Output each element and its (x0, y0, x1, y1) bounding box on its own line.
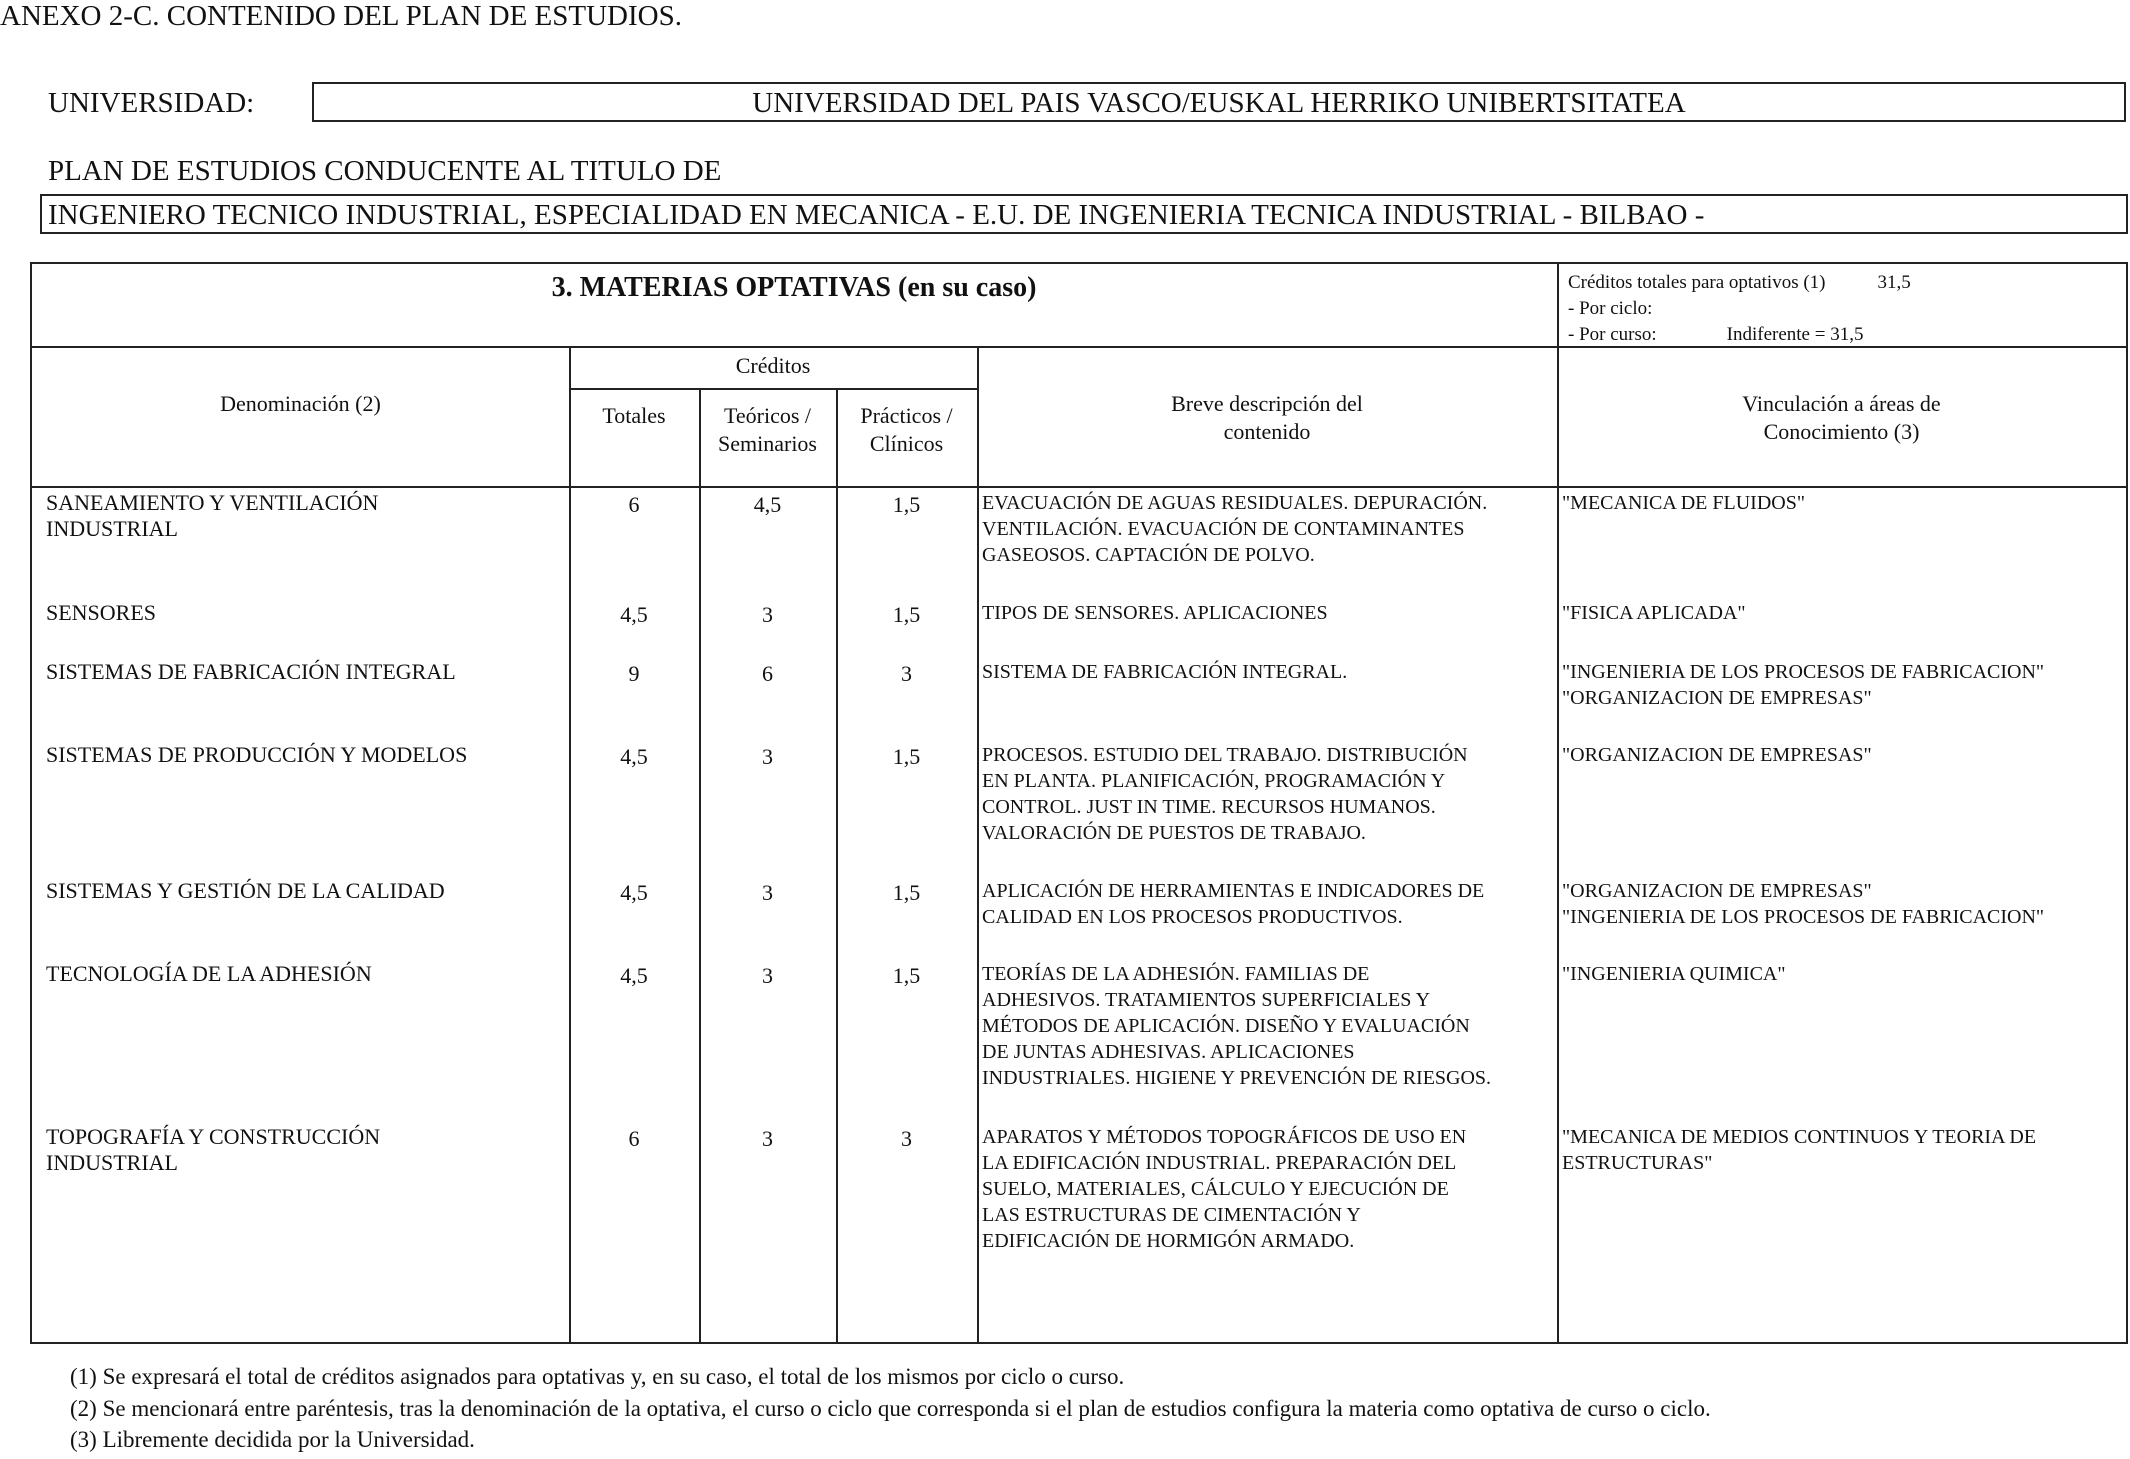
plan-title: INGENIERO TECNICO INDUSTRIAL, ESPECIALIDAD EN MECANICA - E.U. DE INGENIERIA TECNICA INDUSTRIAL - BILBAO - (40, 194, 2128, 234)
header-teoricos-line1: Teóricos / (723, 403, 812, 428)
row-totales: 4,5 (620, 880, 648, 905)
credits-total-value: 31,5 (1877, 272, 1911, 293)
creditos-divider (569, 388, 977, 390)
row-descripcion-line: INDUSTRIALES. HIGIENE Y PREVENCIÓN DE RIESGOS. (982, 1067, 1492, 1089)
row-vinculacion-line: ESTRUCTURAS" (1562, 1152, 1713, 1174)
row-denominacion (46, 490, 566, 542)
section-title: 3. MATERIAS OPTATIVAS (en su caso) (551, 272, 1037, 303)
row-denominacion-line: INDUSTRIAL (46, 516, 178, 541)
row-vinculacion (1562, 961, 2124, 987)
row-descripcion (982, 961, 1556, 1091)
row-vinculacion (1562, 1124, 2124, 1176)
row-descripcion-line: GASEOSOS. CAPTACIÓN DE POLVO. (982, 544, 1315, 566)
por-ciclo-label: - Por ciclo: (1568, 298, 1653, 319)
row-vinculacion-line: "ORGANIZACION DE EMPRESAS" (1562, 744, 1872, 766)
row-descripcion (982, 490, 1556, 568)
row-descripcion-line: PROCESOS. ESTUDIO DEL TRABAJO. DISTRIBUCIÓN (982, 744, 1468, 766)
row-teoricos: 3 (762, 744, 773, 769)
row-vinculacion (1562, 490, 2124, 516)
header-totales: Totales (602, 403, 666, 428)
row-denominacion-line: SISTEMAS DE PRODUCCIÓN Y MODELOS (46, 742, 468, 767)
header-practicos-line1: Prácticos / (860, 403, 953, 428)
footnote-1: (1) Se expresará el total de créditos asignados para optativas y, en su caso, el total de los mismos por ciclo o curso. (70, 1364, 1125, 1389)
row-totales: 9 (628, 661, 640, 686)
row-practicos: 1,5 (892, 602, 921, 627)
row-descripcion-line: TEORÍAS DE LA ADHESIÓN. FAMILIAS DE (982, 963, 1370, 985)
row-descripcion-line: ADHESIVOS. TRATAMIENTOS SUPERFICIALES Y (982, 989, 1431, 1011)
row-descripcion-line: MÉTODOS DE APLICACIÓN. DISEÑO Y EVALUACIÓN (982, 1015, 1470, 1037)
row-denominacion (46, 1124, 566, 1176)
row-vinculacion (1562, 742, 2124, 768)
row-descripcion-line: DE JUNTAS ADHESIVAS. APLICACIONES (982, 1041, 1355, 1063)
row-vinculacion (1562, 878, 2124, 930)
row-practicos: 1,5 (892, 492, 921, 517)
body-divider (32, 486, 2126, 488)
row-vinculacion-line: "INGENIERIA DE LOS PROCESOS DE FABRICACION" (1562, 661, 2045, 683)
row-totales: 6 (628, 492, 640, 517)
col-divider-teoricos (699, 388, 701, 1342)
row-descripcion-line: EN PLANTA. PLANIFICACIÓN, PROGRAMACIÓN Y (982, 770, 1446, 792)
header-vinculacion (1557, 390, 2126, 446)
por-curso-value: Indiferente = 31,5 (1726, 324, 1864, 345)
header-teoricos (699, 402, 836, 458)
row-descripcion-line: LA EDIFICACIÓN INDUSTRIAL. PREPARACIÓN DEL (982, 1152, 1457, 1174)
row-teoricos: 3 (762, 963, 773, 988)
col-divider-practicos (836, 388, 838, 1342)
row-descripcion-line: CONTROL. JUST IN TIME. RECURSOS HUMANOS. (982, 796, 1436, 818)
header-practicos-line2: Clínicos (869, 431, 944, 456)
row-descripcion-line: TIPOS DE SENSORES. APLICACIONES (982, 602, 1328, 624)
row-vinculacion-line: "ORGANIZACION DE EMPRESAS" (1562, 687, 1872, 709)
row-vinculacion-line: "FISICA APLICADA" (1562, 602, 1746, 624)
row-denominacion-line: SISTEMAS Y GESTIÓN DE LA CALIDAD (46, 878, 445, 903)
row-descripcion-line: EVACUACIÓN DE AGUAS RESIDUALES. DEPURACIÓN. (982, 492, 1488, 514)
header-denominacion: Denominación (2) (220, 391, 381, 416)
row-descripcion (982, 659, 1556, 685)
row-denominacion-line: SENSORES (46, 600, 157, 625)
row-denominacion (46, 600, 566, 626)
header-descripcion-line2: contenido (1223, 419, 1311, 444)
header-creditos: Créditos (735, 353, 811, 378)
row-teoricos: 4,5 (753, 492, 782, 517)
row-practicos: 3 (901, 661, 912, 686)
plan-label: PLAN DE ESTUDIOS CONDUCENTE AL TITULO DE (48, 155, 722, 187)
row-descripcion-line: APARATOS Y MÉTODOS TOPOGRÁFICOS DE USO EN (982, 1126, 1467, 1148)
row-teoricos: 3 (762, 880, 773, 905)
header-vinculacion-line2: Conocimiento (3) (1763, 419, 1920, 444)
row-denominacion (46, 961, 566, 987)
row-denominacion-line: SISTEMAS DE FABRICACIÓN INTEGRAL (46, 659, 456, 684)
header-descripcion-line1: Breve descripción del (1171, 391, 1363, 416)
row-descripcion-line: VENTILACIÓN. EVACUACIÓN DE CONTAMINANTES (982, 518, 1465, 540)
row-descripcion (982, 600, 1556, 626)
row-teoricos: 3 (762, 602, 773, 627)
header-teoricos-line2: Seminarios (718, 431, 817, 456)
row-practicos: 3 (901, 1126, 912, 1151)
row-denominacion-line: INDUSTRIAL (46, 1150, 178, 1175)
header-descripcion (977, 390, 1557, 446)
row-vinculacion-line: "INGENIERIA DE LOS PROCESOS DE FABRICACION" (1562, 906, 2045, 928)
row-denominacion (46, 742, 566, 768)
row-totales: 4,5 (620, 602, 648, 627)
footnote-2: (2) Se mencionará entre paréntesis, tras la denominación de la optativa, el curso o ciclo que corresponda si el plan de estudios configura la materia como optativa de curso o ciclo. (70, 1396, 1711, 1421)
por-curso-label: - Por curso: (1568, 324, 1657, 345)
row-descripcion (982, 742, 1556, 846)
row-descripcion-line: SUELO, MATERIALES, CÁLCULO Y EJECUCIÓN DE (982, 1178, 1449, 1200)
row-vinculacion-line: "MECANICA DE FLUIDOS" (1562, 492, 1806, 514)
header-practicos (836, 402, 977, 458)
row-descripcion-line: LAS ESTRUCTURAS DE CIMENTACIÓN Y (982, 1204, 1361, 1226)
credits-info (1568, 270, 1911, 348)
row-descripcion (982, 1124, 1556, 1254)
row-vinculacion-line: "ORGANIZACION DE EMPRESAS" (1562, 880, 1872, 902)
header-vinculacion-line1: Vinculación a áreas de (1742, 391, 1941, 416)
row-descripcion-line: EDIFICACIÓN DE HORMIGÓN ARMADO. (982, 1230, 1355, 1252)
row-totales: 4,5 (620, 744, 648, 769)
row-descripcion-line: APLICACIÓN DE HERRAMIENTAS E INDICADORES DE (982, 880, 1485, 902)
row-practicos: 1,5 (892, 880, 921, 905)
row-descripcion-line: CALIDAD EN LOS PROCESOS PRODUCTIVOS. (982, 906, 1403, 928)
footnote-3: (3) Libremente decidida por la Universidad. (70, 1427, 475, 1452)
universidad-label: UNIVERSIDAD: (48, 87, 255, 119)
row-denominacion (46, 878, 566, 904)
col-divider-descripcion (977, 346, 979, 1342)
row-teoricos: 6 (762, 661, 773, 686)
row-practicos: 1,5 (892, 963, 921, 988)
row-teoricos: 3 (762, 1126, 773, 1151)
row-practicos: 1,5 (892, 744, 921, 769)
credits-total-label: Créditos totales para optativos (1) (1568, 272, 1826, 293)
row-denominacion-line: SANEAMIENTO Y VENTILACIÓN (46, 490, 379, 515)
annex-title: ANEXO 2-C. CONTENIDO DEL PLAN DE ESTUDIOS. (0, 0, 682, 32)
row-totales: 4,5 (620, 963, 648, 988)
optativas-table (30, 262, 2128, 1344)
row-descripcion-line: VALORACIÓN DE PUESTOS DE TRABAJO. (982, 822, 1366, 844)
row-descripcion (982, 878, 1556, 930)
row-vinculacion (1562, 659, 2124, 711)
row-vinculacion-line: "MECANICA DE MEDIOS CONTINUOS Y TEORIA DE (1562, 1126, 2037, 1148)
row-totales: 6 (628, 1126, 640, 1151)
row-vinculacion (1562, 600, 2124, 626)
row-vinculacion-line: "INGENIERIA QUIMICA" (1562, 963, 1786, 985)
row-denominacion (46, 659, 566, 685)
row-denominacion-line: TOPOGRAFÍA Y CONSTRUCCIÓN (46, 1124, 381, 1149)
row-denominacion-line: TECNOLOGÍA DE LA ADHESIÓN (46, 961, 372, 986)
universidad-value: UNIVERSIDAD DEL PAIS VASCO/EUSKAL HERRIKO UNIBERTSITATEA (312, 82, 2126, 122)
row-descripcion-line: SISTEMA DE FABRICACIÓN INTEGRAL. (982, 661, 1348, 683)
